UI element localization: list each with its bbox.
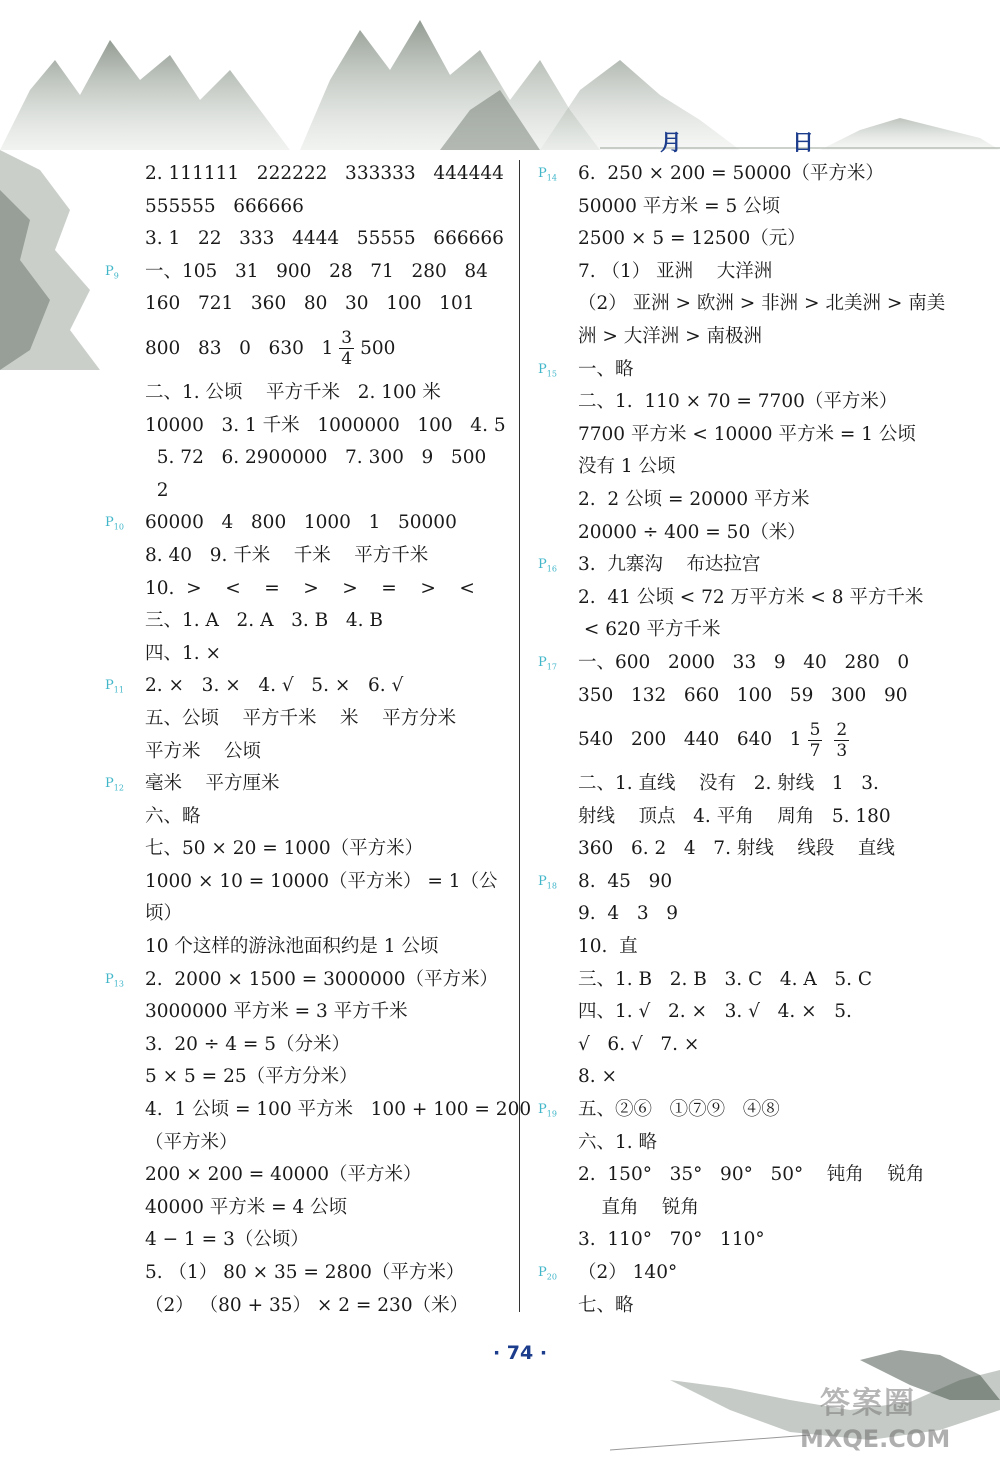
page-reference: $P_{13}$ [105,971,124,989]
answer-line [145,1257,517,1290]
answer-line [538,158,950,191]
answer-line [145,931,517,964]
answer-text: 20000 ÷ 400 = 50（米） [578,521,806,543]
answer-text: 平方米 公顷 [145,740,262,762]
answer-text: 5 × 5 = 25（平方分米） [145,1066,358,1088]
answer-text: （平方米） [145,1131,238,1153]
answer-line [578,484,950,517]
month-label: 月 [660,131,683,156]
answer-text: 二、1. 直线 没有 2. 射线 1 3. [578,773,879,795]
answer-line [145,1224,517,1257]
answer-line [145,573,517,606]
answer-text: 射线 顶点 4. 平角 周角 5. 180 [578,805,891,827]
page-reference: $P_{20}$ [538,1265,557,1282]
answer-text: 七、50 × 20 = 1000（平方米） [145,838,424,860]
answer-line [145,801,517,834]
answer-text: 七、略 [578,1294,634,1316]
answer-line [538,1257,950,1290]
answer-text: 2. 41 公顷 < 72 万平方米 < 8 平方千米 [578,586,924,608]
answer-text: 160 721 360 80 30 100 101 [145,293,475,315]
landscape-illustration-top [0,0,1000,160]
answer-line [145,158,517,191]
answer-text: 二、1. 110 × 70 = 7700（平方米） [578,391,898,413]
answer-text: 9. 4 3 9 [578,903,679,925]
answer-line [145,223,517,256]
answer-line [578,1290,950,1323]
fraction: $\frac{3}{4}$ [341,328,353,370]
answer-line [538,866,950,899]
answer-text: 8. 40 9. 千米 千米 平方千米 [145,544,429,566]
answer-line [578,833,950,866]
answer-text: 三、1. A 2. A 3. B 4. B [145,610,383,632]
answer-text: 5. （1） 80 × 35 = 2800（平方米） [145,1262,465,1283]
fraction: $\frac{2}{3}$ [836,719,848,761]
page-reference: $P_{17}$ [538,654,557,672]
watermark-logo: 答案圈 [820,1386,916,1421]
page-reference: $P_{15}$ [538,361,557,379]
page-reference: $P_{19}$ [538,1102,557,1119]
answer-line [145,410,517,443]
answer-line [578,223,950,256]
answer-text: 10. 直 [578,936,638,958]
answer-line [145,1192,517,1225]
answer-text: 5. 72 6. 2900000 7. 300 9 500 [145,447,487,469]
answer-text: 4. 1 公顷 = 100 平方米 100 + 100 = 200 [145,1099,532,1121]
answer-text: 10 个这样的游泳池面积约是 1 公顷 [145,936,439,958]
answer-line [538,354,950,387]
answer-line [578,801,950,834]
answer-text: 2. 2 公顷 = 20000 平方米 [578,488,810,510]
answer-text: （2） （80 + 35） × 2 = 230（米） [145,1294,469,1316]
answer-text: 五、公顷 平方千米 米 平方分米 [145,707,457,729]
page-reference: $P_{16}$ [538,557,557,574]
answer-line [578,256,950,289]
answer-text: 2500 × 5 = 12500（元） [578,228,806,250]
answer-line [145,605,517,638]
answer-line [145,638,517,671]
answer-line [145,1094,532,1127]
answer-text: 2. 111111 222222 333333 444444 [145,163,504,184]
answer-text: 3. 110° 70° 110° [578,1229,765,1251]
answer-line [145,540,517,573]
answer-text: 540 200 440 640 1 [578,729,802,751]
answer-text: 10000 3. 1 千米 1000000 100 4. 5 [145,414,506,436]
answer-line [145,321,517,377]
answer-line [145,736,517,769]
answer-line [578,582,950,615]
page-reference: $P_{14}$ [538,166,557,183]
answer-line [145,1029,517,1062]
answer-text: 一、600 2000 33 9 40 280 0 [578,651,910,673]
answer-text: 一、105 31 900 28 71 280 84 [145,260,488,282]
answer-line [145,191,517,224]
answer-text: 7700 平方米 < 10000 平方米 = 1 公顷 [578,423,916,445]
answer-text: （2） 亚洲 > 欧洲 > 非洲 > 北美洲 > 南美 [578,293,946,315]
answer-line [578,321,950,354]
answer-line [145,1290,517,1323]
answer-line [145,475,517,508]
day-label: 日 [792,131,815,156]
answer-line [578,712,950,768]
answer-line [145,703,517,736]
answer-text: 8. × [578,1066,618,1088]
answer-text: 50000 平方米 = 5 公顷 [578,195,781,217]
answer-line [105,670,517,703]
answer-text: 1000 × 10 = 10000（平方米） = 1（公 [145,870,498,892]
answer-text: 毫米 平方厘米 [145,773,280,795]
answer-line [145,866,517,899]
page-number: · 74 · [492,1342,548,1364]
answer-line [578,680,950,713]
answer-line [105,507,517,540]
answer-line [145,996,517,1029]
answer-text: 555555 666666 [145,195,304,217]
landscape-illustration-left [0,150,120,370]
page-reference: $P_9$ [105,263,119,281]
answer-line [578,614,950,647]
answer-line [145,898,517,931]
answer-line [145,1061,517,1094]
answer-text: 直角 锐角 [578,1196,700,1218]
answer-line [578,386,950,419]
answer-text: 2. 2000 × 1500 = 3000000（平方米） [145,968,498,990]
answer-text: 8. 45 90 [578,870,673,892]
answer-line [105,256,517,289]
answer-text: 500 [360,337,396,359]
answer-line [145,833,517,866]
answer-text: 200 × 200 = 40000（平方米） [145,1164,422,1186]
answer-line [538,647,950,680]
answer-text: 2. 150° 35° 90° 50° 钝角 锐角 [578,1164,925,1186]
answer-line [578,1224,950,1257]
answer-line [578,517,950,550]
column-divider [519,160,520,1312]
answer-line [578,898,950,931]
answer-line [578,1127,950,1160]
answer-text: 3. 20 ÷ 4 = 5（分米） [145,1033,351,1055]
answer-text: 六、1. 略 [578,1131,658,1153]
answer-line [578,451,950,484]
answer-text: < 620 平方千米 [578,619,721,641]
answer-text: 360 6. 2 4 7. 射线 线段 直线 [578,838,895,860]
answer-line [578,768,950,801]
answer-text: 10. > < = > > = > < [145,577,475,599]
answer-line [145,377,517,410]
answer-text: 800 83 0 630 1 [145,337,334,359]
answer-text: 三、1. B 2. B 3. C 4. A 5. C [578,968,873,990]
answer-line [145,288,517,321]
answer-text: 2. × 3. × 4. √ 5. × 6. √ [145,675,404,697]
answer-text: 7. （1） 亚洲 大洋洲 [578,260,773,282]
answer-line [578,288,950,321]
answer-text: 3000000 平方米 = 3 平方千米 [145,1001,408,1023]
answer-text: （2） 140° [578,1262,678,1283]
answer-line [578,996,950,1029]
answer-line [578,931,950,964]
answer-line [538,549,950,582]
answer-text: 3. 1 22 333 4444 55555 666666 [145,228,504,250]
answer-text: 没有 1 公顷 [578,456,676,478]
page-reference: $P_{18}$ [538,873,557,891]
answer-line [578,191,950,224]
answer-text: 顷） [145,903,183,925]
answer-text: 六、略 [145,805,201,827]
watermark-url: MXQE.COM [800,1425,951,1453]
answer-line [578,419,950,452]
fraction: $\frac{5}{7}$ [809,719,821,761]
answer-text: 四、1. √ 2. × 3. √ 4. × 5. [578,1001,852,1023]
answer-text: 60000 4 800 1000 1 50000 [145,512,457,534]
answer-line [578,964,950,997]
answer-line [145,1127,517,1160]
answer-text: √ 6. √ 7. × [578,1033,700,1055]
page-reference: $P_{10}$ [105,515,124,532]
answer-column-right [538,158,950,1322]
page-reference: $P_{11}$ [105,678,124,695]
page-reference: $P_{12}$ [105,776,124,793]
answer-text: 4 − 1 = 3（公顷） [145,1229,309,1251]
answer-text: 二、1. 公顷 平方千米 2. 100 米 [145,381,441,403]
answer-text: 四、1. × [145,642,222,664]
answer-line [578,1029,950,1062]
answer-line [578,1061,950,1094]
answer-text: 350 132 660 100 59 300 90 [578,684,908,706]
answer-line [145,442,517,475]
answer-text: 一、略 [578,358,634,380]
answer-text: 40000 平方米 = 4 公顷 [145,1196,348,1218]
answer-line [578,1192,950,1225]
answer-line [578,1159,950,1192]
answer-line [105,964,517,997]
answer-text: 五、②⑥ ①⑦⑨ ④⑧ [578,1099,780,1121]
answer-column-left [105,158,532,1322]
answer-text: 6. 250 × 200 = 50000（平方米） [578,163,884,184]
answer-text: 2 [145,479,169,501]
answer-text: 3. 九寨沟 布达拉宫 [578,554,761,576]
answer-line [145,1159,517,1192]
answer-line [105,768,517,801]
answer-text: 洲 > 大洋洲 > 南极洲 [578,325,763,347]
answer-line [538,1094,950,1127]
